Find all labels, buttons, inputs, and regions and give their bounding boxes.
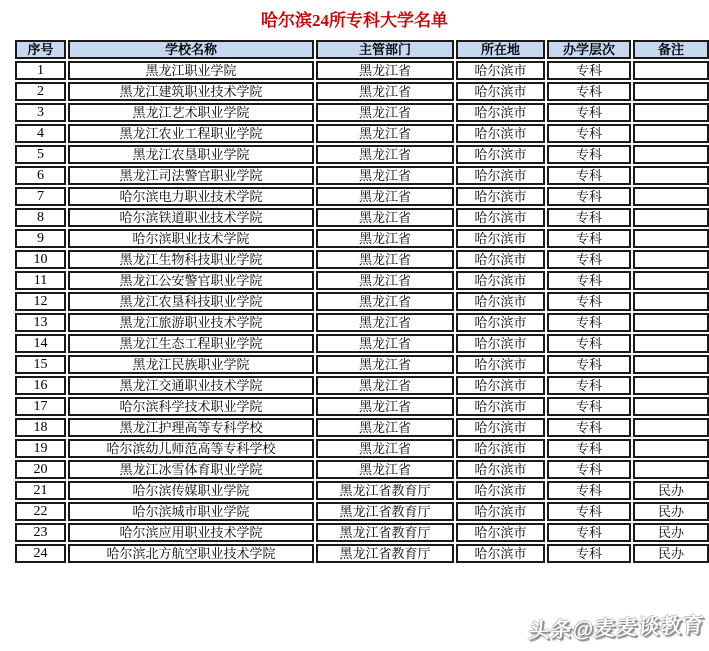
cell-city: 哈尔滨市 (456, 187, 545, 206)
cell-no: 7 (15, 187, 66, 206)
column-header-note: 备注 (633, 40, 709, 59)
cell-dept: 黑龙江省 (316, 439, 454, 458)
column-header-city: 所在地 (456, 40, 545, 59)
cell-note (633, 250, 709, 269)
cell-dept: 黑龙江省 (316, 292, 454, 311)
cell-city: 哈尔滨市 (456, 418, 545, 437)
cell-city: 哈尔滨市 (456, 439, 545, 458)
column-header-name: 学校名称 (68, 40, 314, 59)
cell-level: 专科 (547, 208, 631, 227)
cell-no: 21 (15, 481, 66, 500)
cell-city: 哈尔滨市 (456, 523, 545, 542)
column-header-dept: 主管部门 (316, 40, 454, 59)
cell-no: 20 (15, 460, 66, 479)
cell-name: 黑龙江公安警官职业学院 (68, 271, 314, 290)
table-row (15, 418, 709, 437)
cell-note (633, 103, 709, 122)
cell-dept: 黑龙江省 (316, 208, 454, 227)
column-header-no: 序号 (15, 40, 66, 59)
cell-city: 哈尔滨市 (456, 250, 545, 269)
cell-level: 专科 (547, 439, 631, 458)
table-row (15, 481, 709, 500)
cell-no: 11 (15, 271, 66, 290)
cell-city: 哈尔滨市 (456, 229, 545, 248)
table-row (15, 250, 709, 269)
cell-level: 专科 (547, 481, 631, 500)
table-row (15, 523, 709, 542)
column-header-level: 办学层次 (547, 40, 631, 59)
table-row (15, 313, 709, 332)
table-row (15, 61, 709, 80)
cell-no: 3 (15, 103, 66, 122)
table-row (15, 187, 709, 206)
cell-name: 黑龙江司法警官职业学院 (68, 166, 314, 185)
cell-dept: 黑龙江省 (316, 82, 454, 101)
cell-name: 黑龙江农垦科技职业学院 (68, 292, 314, 311)
cell-note: 民办 (633, 544, 709, 563)
table-row (15, 292, 709, 311)
cell-city: 哈尔滨市 (456, 166, 545, 185)
cell-city: 哈尔滨市 (456, 313, 545, 332)
cell-no: 16 (15, 376, 66, 395)
table-body (15, 61, 709, 563)
cell-name: 哈尔滨科学技术职业学院 (68, 397, 314, 416)
cell-name: 哈尔滨北方航空职业技术学院 (68, 544, 314, 563)
cell-city: 哈尔滨市 (456, 397, 545, 416)
cell-dept: 黑龙江省 (316, 355, 454, 374)
cell-name: 哈尔滨电力职业技术学院 (68, 187, 314, 206)
cell-note: 民办 (633, 523, 709, 542)
cell-level: 专科 (547, 166, 631, 185)
table-row (15, 124, 709, 143)
table-row (15, 103, 709, 122)
page-title: 哈尔滨24所专科大学名单 (261, 11, 448, 30)
cell-no: 1 (15, 61, 66, 80)
cell-dept: 黑龙江省教育厅 (316, 544, 454, 563)
cell-level: 专科 (547, 334, 631, 353)
cell-no: 9 (15, 229, 66, 248)
watermark: 头条@麦麦谈教育 (527, 613, 705, 644)
cell-city: 哈尔滨市 (456, 61, 545, 80)
cell-name: 黑龙江冰雪体育职业学院 (68, 460, 314, 479)
table-row (15, 145, 709, 164)
cell-note (633, 145, 709, 164)
cell-name: 黑龙江生态工程职业学院 (68, 334, 314, 353)
cell-name: 黑龙江建筑职业技术学院 (68, 82, 314, 101)
cell-dept: 黑龙江省 (316, 229, 454, 248)
table-row (15, 208, 709, 227)
cell-level: 专科 (547, 292, 631, 311)
cell-city: 哈尔滨市 (456, 103, 545, 122)
cell-dept: 黑龙江省 (316, 187, 454, 206)
cell-no: 5 (15, 145, 66, 164)
cell-dept: 黑龙江省 (316, 418, 454, 437)
cell-dept: 黑龙江省 (316, 103, 454, 122)
cell-level: 专科 (547, 187, 631, 206)
cell-note (633, 208, 709, 227)
table-row (15, 229, 709, 248)
table-header (15, 40, 709, 59)
cell-dept: 黑龙江省 (316, 313, 454, 332)
cell-note (633, 313, 709, 332)
table-row (15, 82, 709, 101)
cell-city: 哈尔滨市 (456, 376, 545, 395)
cell-note (633, 229, 709, 248)
cell-no: 10 (15, 250, 66, 269)
cell-level: 专科 (547, 82, 631, 101)
cell-name: 哈尔滨幼儿师范高等专科学校 (68, 439, 314, 458)
cell-note (633, 271, 709, 290)
cell-city: 哈尔滨市 (456, 481, 545, 500)
cell-level: 专科 (547, 229, 631, 248)
cell-note: 民办 (633, 481, 709, 500)
cell-no: 14 (15, 334, 66, 353)
cell-note (633, 460, 709, 479)
cell-name: 黑龙江生物科技职业学院 (68, 250, 314, 269)
cell-city: 哈尔滨市 (456, 124, 545, 143)
cell-name: 哈尔滨应用职业技术学院 (68, 523, 314, 542)
cell-level: 专科 (547, 544, 631, 563)
cell-level: 专科 (547, 124, 631, 143)
cell-note (633, 166, 709, 185)
table-header-row (15, 40, 709, 59)
cell-level: 专科 (547, 271, 631, 290)
cell-dept: 黑龙江省 (316, 124, 454, 143)
cell-dept: 黑龙江省 (316, 271, 454, 290)
cell-dept: 黑龙江省教育厅 (316, 481, 454, 500)
cell-no: 19 (15, 439, 66, 458)
cell-level: 专科 (547, 397, 631, 416)
table-row (15, 334, 709, 353)
cell-note (633, 376, 709, 395)
cell-note (633, 292, 709, 311)
cell-dept: 黑龙江省 (316, 61, 454, 80)
cell-name: 黑龙江民族职业学院 (68, 355, 314, 374)
cell-note (633, 334, 709, 353)
table-row (15, 460, 709, 479)
cell-city: 哈尔滨市 (456, 208, 545, 227)
cell-level: 专科 (547, 355, 631, 374)
cell-no: 22 (15, 502, 66, 521)
cell-dept: 黑龙江省 (316, 334, 454, 353)
cell-name: 黑龙江农垦职业学院 (68, 145, 314, 164)
table-row (15, 166, 709, 185)
cell-note (633, 355, 709, 374)
cell-no: 18 (15, 418, 66, 437)
cell-note (633, 124, 709, 143)
cell-name: 黑龙江交通职业技术学院 (68, 376, 314, 395)
cell-dept: 黑龙江省 (316, 397, 454, 416)
cell-city: 哈尔滨市 (456, 292, 545, 311)
cell-city: 哈尔滨市 (456, 334, 545, 353)
cell-level: 专科 (547, 145, 631, 164)
cell-name: 哈尔滨城市职业学院 (68, 502, 314, 521)
cell-city: 哈尔滨市 (456, 82, 545, 101)
cell-name: 黑龙江艺术职业学院 (68, 103, 314, 122)
cell-dept: 黑龙江省教育厅 (316, 523, 454, 542)
table-row (15, 355, 709, 374)
cell-no: 2 (15, 82, 66, 101)
cell-dept: 黑龙江省 (316, 460, 454, 479)
cell-note (633, 418, 709, 437)
cell-no: 17 (15, 397, 66, 416)
cell-note: 民办 (633, 502, 709, 521)
cell-dept: 黑龙江省教育厅 (316, 502, 454, 521)
cell-level: 专科 (547, 250, 631, 269)
cell-dept: 黑龙江省 (316, 166, 454, 185)
cell-note (633, 82, 709, 101)
cell-name: 黑龙江旅游职业技术学院 (68, 313, 314, 332)
cell-note (633, 397, 709, 416)
cell-dept: 黑龙江省 (316, 376, 454, 395)
cell-level: 专科 (547, 418, 631, 437)
cell-no: 4 (15, 124, 66, 143)
cell-level: 专科 (547, 61, 631, 80)
cell-name: 黑龙江护理高等专科学校 (68, 418, 314, 437)
cell-no: 6 (15, 166, 66, 185)
cell-no: 24 (15, 544, 66, 563)
table-row (15, 376, 709, 395)
table-row (15, 397, 709, 416)
cell-level: 专科 (547, 103, 631, 122)
cell-city: 哈尔滨市 (456, 271, 545, 290)
cell-no: 23 (15, 523, 66, 542)
cell-city: 哈尔滨市 (456, 145, 545, 164)
table-row (15, 544, 709, 563)
cell-level: 专科 (547, 523, 631, 542)
cell-note (633, 187, 709, 206)
cell-city: 哈尔滨市 (456, 544, 545, 563)
university-table (13, 38, 709, 565)
cell-name: 黑龙江职业学院 (68, 61, 314, 80)
cell-no: 12 (15, 292, 66, 311)
cell-name: 哈尔滨铁道职业技术学院 (68, 208, 314, 227)
cell-no: 15 (15, 355, 66, 374)
cell-no: 13 (15, 313, 66, 332)
cell-city: 哈尔滨市 (456, 502, 545, 521)
cell-level: 专科 (547, 376, 631, 395)
table-row (15, 271, 709, 290)
cell-city: 哈尔滨市 (456, 355, 545, 374)
cell-city: 哈尔滨市 (456, 460, 545, 479)
cell-dept: 黑龙江省 (316, 145, 454, 164)
cell-dept: 黑龙江省 (316, 250, 454, 269)
cell-name: 黑龙江农业工程职业学院 (68, 124, 314, 143)
cell-level: 专科 (547, 502, 631, 521)
cell-name: 哈尔滨职业技术学院 (68, 229, 314, 248)
cell-no: 8 (15, 208, 66, 227)
cell-name: 哈尔滨传媒职业学院 (68, 481, 314, 500)
cell-note (633, 61, 709, 80)
table-row (15, 439, 709, 458)
table-row (15, 502, 709, 521)
cell-note (633, 439, 709, 458)
cell-level: 专科 (547, 313, 631, 332)
cell-level: 专科 (547, 460, 631, 479)
